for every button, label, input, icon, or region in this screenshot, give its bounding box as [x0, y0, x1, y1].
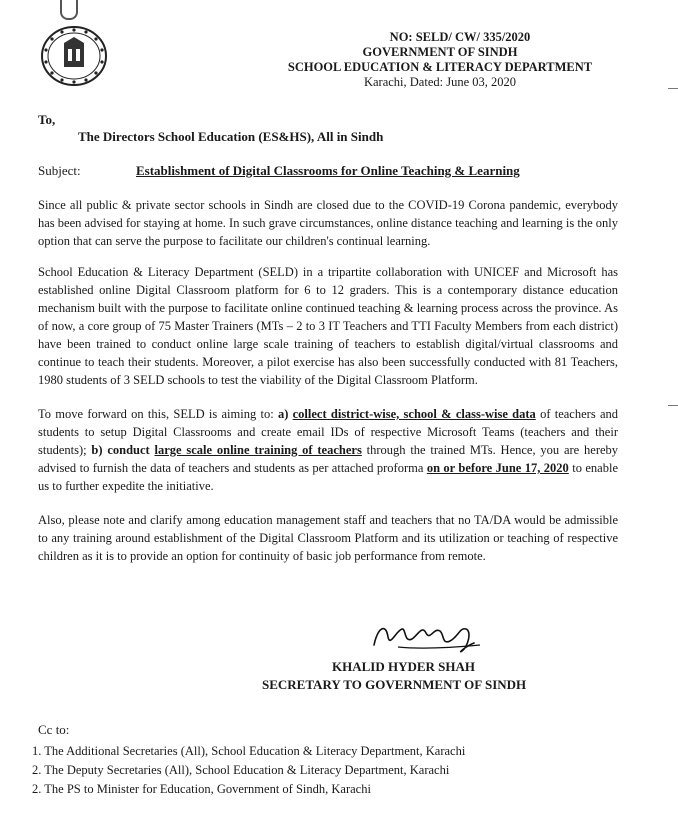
p3-b-text: large scale online training of teachers — [154, 443, 362, 457]
subject-text: Establishment of Digital Classrooms for Online Teaching & Learning — [136, 163, 520, 178]
addressee: The Directors School Education (ES&HS), All in Sindh — [78, 129, 384, 144]
cc-label: Cc to: — [38, 722, 70, 737]
edge-mark — [668, 405, 678, 406]
cc-item: 2. The PS to Minister for Education, Government of Sindh, Karachi — [32, 782, 371, 796]
government-name: GOVERNMENT OF SINDH — [362, 45, 518, 59]
place-date: Karachi, Dated: June 03, 2020 — [363, 75, 517, 89]
government-seal-icon — [40, 25, 108, 87]
cc-list — [32, 742, 465, 799]
p3-text-3: through the trained MTs. Hence, you are hereby advised to furnish the data of teachers and students as per attached proforma — [38, 443, 619, 475]
binder-clip — [60, 0, 78, 20]
p3-text-4: to enable us to further expedite the initiative. — [38, 461, 618, 493]
p3-a-label: a) — [277, 407, 293, 421]
letter-header — [250, 30, 630, 90]
subject-label: Subject: — [38, 163, 81, 178]
paragraph-3 — [38, 405, 618, 495]
cc-item: 1. The Additional Secretaries (All), School Education & Literacy Department, Karachi — [32, 744, 466, 758]
to-label: To, — [38, 112, 56, 127]
edge-mark — [668, 88, 678, 89]
handwritten-signature — [368, 617, 488, 657]
cc-item: 2. The Deputy Secretaries (All), School Education & Literacy Department, Karachi — [32, 763, 450, 777]
p3-text-1: To move forward on this, SELD is aiming to: — [38, 407, 278, 421]
paragraph-1: Since all public & private sector schools in Sindh are closed due to the COVID-19 Corona pandemic, everybody has been advised for staying at home. In such grave circumstances, online distance teaching and learning is the only option that can serve the purpose to facilitate our children's continual learning. — [38, 198, 618, 248]
signatory-name: KHALID HYDER SHAH — [332, 659, 476, 674]
paragraph-4: Also, please note and clarify among education management staff and teachers that no TA/DA would be admissible to any training around establishment of the Digital Classroom Platform and its utilization or teaching of respective children as it is to provide an option for continuity of basic job performance from remote. — [38, 513, 618, 563]
paragraph-2: School Education & Literacy Department (SELD) in a tripartite collaboration with UNICEF and Microsoft has established online Digital Classroom platform for 6 to 12 graders. This is a contemporary distance education mechanism built with the purpose to facilitate online continued teaching & learning process across the province. As of now, a core group of 75 Master Trainers (MTs – 2 to 3 IT Teachers and TTI Faculty Members from each district) have been trained to conduct online large scale training of teachers to establish digital/virtual classrooms and continue to teach their students. Moreover, a pilot exercise has also been successfully conducted with 81 Teachers, 1980 students of 3 SELD schools to test the viability of the Digital Classroom Platform. — [38, 265, 618, 387]
p3-b-label: b) conduct — [91, 443, 155, 457]
p3-text-2: of teachers and students to setup Digital Classrooms and create email IDs of respective Microsoft Teams (teachers and their students); — [38, 407, 618, 457]
p3-a-text: collect district-wise, school & class-wise data — [292, 407, 536, 421]
reference-number: NO: SELD/ CW/ 335/2020 — [389, 30, 531, 44]
p3-deadline: on or before June 17, 2020 — [426, 461, 569, 475]
department-name: SCHOOL EDUCATION & LITERACY DEPARTMENT — [287, 60, 593, 74]
signatory-title: SECRETARY TO GOVERNMENT OF SINDH — [262, 677, 527, 692]
